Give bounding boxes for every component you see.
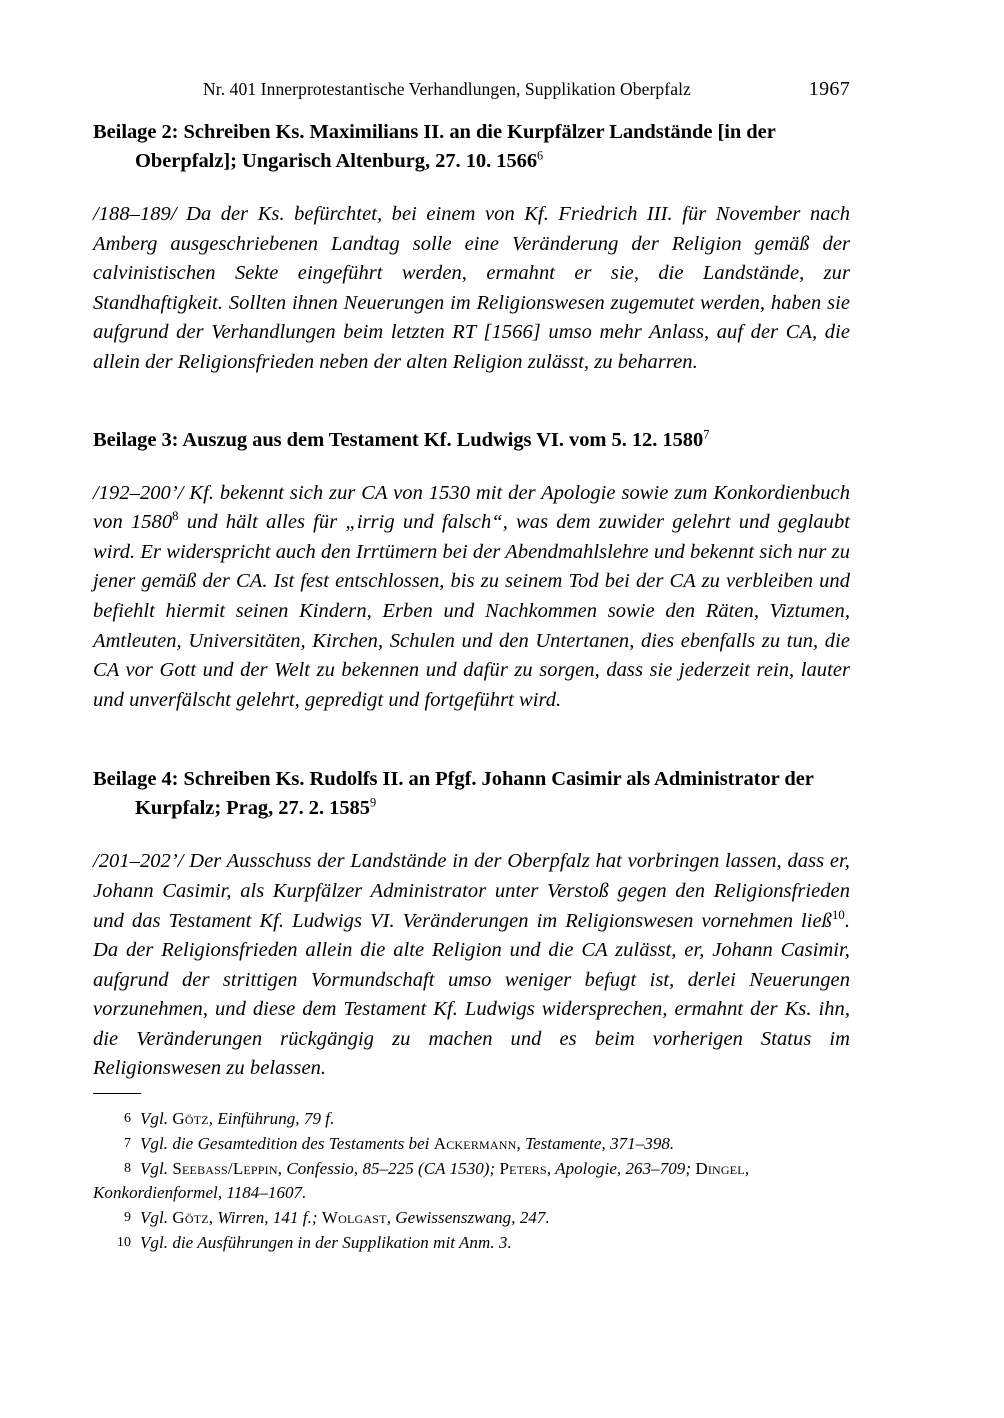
footnote-author-2: Peters bbox=[499, 1159, 547, 1178]
footnote-8-wrapped-line: Konkordienformel, 1184–1607. bbox=[93, 1183, 307, 1202]
section-body-text: Da der Ks. befürchtet, bei einem von Kf. Friedrich III. für November nach Amberg ausgeschriebenen Landtag solle eine Veränderung der Religion gemäß der calvinistischen Sekte eingeführt werden, ermahnt er sie, die Landstände, zur Standhaftigkeit. Sollten ihnen Neuerungen im Religionswesen zugemutet werden, haben sie aufgrund der Verhandlungen beim letzten RT [1566] umso mehr Anlass, auf der CA, die allein der Religionsfrieden neben der alten Religion zulässt, zu beharren. bbox=[93, 203, 850, 373]
footnote-number: 9 bbox=[123, 1210, 131, 1225]
section-body-text-part1: Kf. bekennt sich zur CA von 1530 mit der Apologie sowie zum Konkordienbuch von 1580 bbox=[93, 481, 850, 534]
footnote-rest-text: , Einführung, 79 f. bbox=[208, 1109, 335, 1128]
section-body-text-part1: Der Ausschuss der Landstände in der Oberpfalz hat vorbringen lassen, dass er, Johann Casimir, als Kurpfälzer Administrator unter Verstoß gegen den Religionsfrieden und das Testament Kf. Ludwigs VI. Veränderungen im Religionswesen vornehmen ließ bbox=[93, 850, 850, 932]
footnote-lead-text: Vgl. bbox=[140, 1109, 173, 1128]
footnote-author: Götz bbox=[172, 1109, 209, 1128]
section-heading-beilage-4 bbox=[93, 765, 850, 823]
section-body-beilage-4 bbox=[93, 847, 850, 1084]
section-body-text-part2: und hält alles für „irrig und falsch“, was dem zuwider gelehrt und geglaubt wird. Er widerspricht auch den Irrtümern bei der Abendmahlslehre und bekennt sich nur zu jener gemäß der CA. Ist fest entschlossen, bis zu seinem Tod bei der CA zu verbleiben und befiehlt hiermit seinen Kindern, Erben und Nachkommen sowie den Räten, Viztumen, Amtleuten, Universitäten, Kirchen, Schulen und den Untertanen, dies ebenfalls zu tun, die CA vor Gott und der Welt zu bekennen und dafür zu sorgen, dass sie jederzeit rein, lauter und unverfälscht gelehrt, gepredigt und fortgeführt wird. bbox=[93, 511, 850, 711]
folio-reference: /192–200’/ bbox=[93, 481, 184, 504]
footnote-author: Seebass/Leppin bbox=[172, 1159, 278, 1178]
section-body-beilage-2 bbox=[93, 200, 850, 378]
section-body-text-part2: . Da der Religionsfrieden allein die alte Religion und die CA zulässt, er, Johann Casimir, aufgrund der strittigen Vormundschaft umso weniger befugt ist, derlei Neuerungen vorzunehmen, und diese dem Testament Kf. Ludwigs widersprechen, ermahnt der Ks. ihn, die Veränderungen rückgängig zu machen und es beim vorherigen Status im Religionswesen zu belassen. bbox=[93, 909, 850, 1080]
footnote-author: Götz bbox=[172, 1208, 209, 1227]
page-number: 1967 bbox=[808, 78, 850, 100]
footnote-6 bbox=[93, 1107, 850, 1131]
footnote-lead-text: Vgl. bbox=[140, 1208, 173, 1227]
footnote-9 bbox=[93, 1206, 850, 1230]
footnote-author-3: Dingel bbox=[695, 1159, 745, 1178]
footnote-rest-text-2: , Apologie, 263–709; bbox=[546, 1159, 696, 1178]
section-heading-text: Beilage 4: Schreiben Ks. Rudolfs II. an Pfgf. Johann Casimir als Administrator der Kurpfalz; Prag, 27. 2. 1585 bbox=[93, 768, 814, 820]
footnote-marker-9[interactable]: 9 bbox=[369, 795, 377, 810]
footnote-marker-10[interactable]: 10 bbox=[832, 907, 845, 922]
footnote-lead-text: Vgl. die Gesamtedition des Testaments bei bbox=[140, 1134, 434, 1153]
section-body-beilage-3 bbox=[93, 479, 850, 716]
footnote-area bbox=[93, 1093, 850, 1256]
text-column bbox=[93, 118, 850, 1084]
folio-reference: /188–189/ bbox=[93, 203, 177, 225]
footnote-marker-8[interactable]: 8 bbox=[172, 509, 179, 524]
footnote-rest-text-2: , Gewissenszwang, 247. bbox=[386, 1208, 550, 1227]
section-heading-beilage-3 bbox=[93, 426, 850, 455]
section-heading-beilage-2 bbox=[93, 118, 850, 176]
footnote-rest-text: , Wirren, 141 f.; bbox=[208, 1208, 322, 1227]
running-head-title: Nr. 401 Innerprotestantische Verhandlungen, Supplikation Oberpfalz bbox=[203, 79, 691, 99]
footnote-marker-7[interactable]: 7 bbox=[703, 427, 710, 442]
running-head bbox=[93, 78, 850, 101]
footnote-lead-text: Vgl. die Ausführungen in der Supplikation mit Anm. 3. bbox=[140, 1233, 512, 1252]
footnote-number: 6 bbox=[123, 1111, 131, 1126]
footnote-author: Ackermann bbox=[433, 1134, 517, 1153]
footnote-rest-text: , Testamente, 371–398. bbox=[516, 1134, 675, 1153]
section-heading-text: Beilage 2: Schreiben Ks. Maximilians II. an die Kurpfälzer Landstände [in der Oberpfalz]; Ungarisch Altenburg, 27. 10. 1566 bbox=[93, 121, 776, 172]
footnote-lead-text: Vgl. bbox=[140, 1159, 173, 1178]
footnote-10 bbox=[93, 1231, 850, 1255]
footnote-rest-text-3: , bbox=[744, 1159, 750, 1178]
footnote-marker-6[interactable]: 6 bbox=[537, 148, 544, 163]
footnote-number: 8 bbox=[123, 1161, 131, 1176]
section-heading-text: Beilage 3: Auszug aus dem Testament Kf. Ludwigs VI. vom 5. 12. 1580 bbox=[93, 428, 704, 451]
folio-reference: /201–202’/ bbox=[93, 850, 184, 873]
footnote-number: 10 bbox=[116, 1235, 131, 1250]
footnote-separator-rule bbox=[93, 1093, 141, 1094]
footnote-8 bbox=[93, 1157, 850, 1205]
footnote-author-2: Wolgast bbox=[321, 1208, 387, 1227]
footnote-7 bbox=[93, 1132, 850, 1156]
footnote-rest-text: , Confessio, 85–225 (CA 1530); bbox=[277, 1159, 500, 1178]
footnote-number: 7 bbox=[123, 1136, 131, 1151]
